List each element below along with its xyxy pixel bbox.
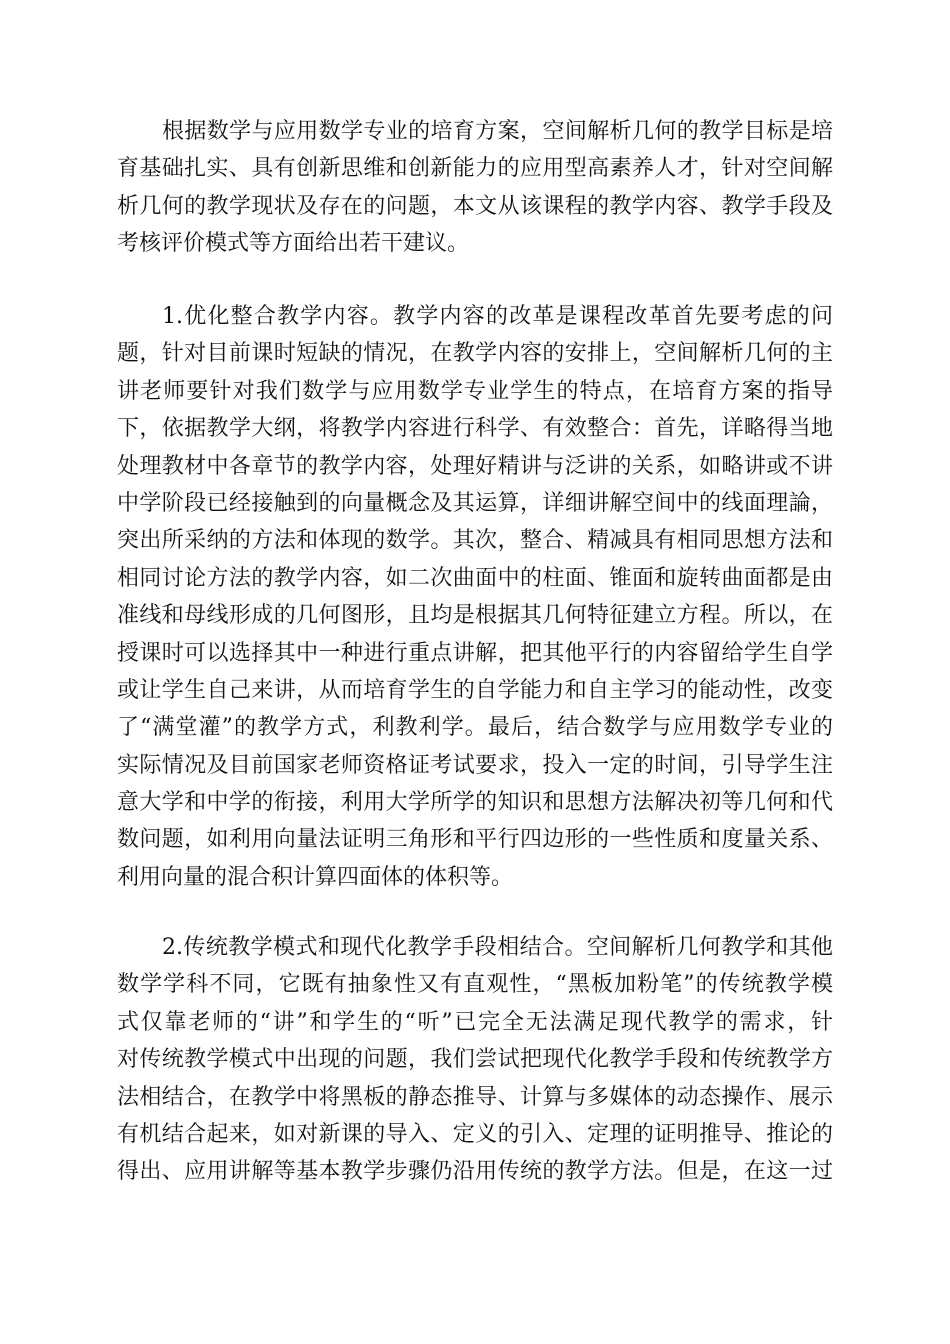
paragraph-intro — [117, 113, 833, 263]
text-line: 1.优化整合教学内容。教学内容的改革是课程改革首先要考虑的问 — [162, 304, 833, 329]
text-line: 突出所采纳的方法和体现的数学。其次，整合、精减具有相同思想方法和 — [117, 528, 833, 554]
text-line: 相同讨论方法的教学内容，如二次曲面中的柱面、锥面和旋转曲面都是由 — [117, 565, 833, 591]
text-line: 讲老师要针对我们数学与应用数学专业学生的特点，在培育方案的指导 — [117, 378, 833, 404]
text-line: 数学学科不同，它既有抽象性又有直观性，“黑板加粉笔”的传统教学模 — [117, 972, 833, 998]
text-line: 中学阶段已经接触到的向量概念及其运算，详细讲解空间中的线面理論， — [117, 490, 833, 516]
text-line: 或让学生自己来讲，从而培育学生的自学能力和自主学习的能动性，改变 — [117, 677, 833, 703]
text-line: 下，依据教学大纲，将教学内容进行科学、有效整合：首先，详略得当地 — [117, 416, 833, 442]
text-line: 准线和母线形成的几何图形，且均是根据其几何特征建立方程。所以，在 — [117, 603, 833, 629]
text-line: 对传统教学模式中出现的问题，我们尝试把现代化教学手段和传统教学方 — [117, 1047, 833, 1073]
text-line: 实际情况及目前国家老师资格证考试要求，投入一定的时间，引导学生注 — [117, 752, 833, 778]
text-line: 了“满堂灌”的教学方式，利教利学。最后，结合数学与应用数学专业的 — [117, 715, 833, 741]
text-line: 育基础扎实、具有创新思维和创新能力的应用型高素养人才，针对空间解 — [117, 156, 833, 182]
text-line: 题，针对目前课时短缺的情况，在教学内容的安排上，空间解析几何的主 — [117, 341, 833, 367]
text-line: 析几何的教学现状及存在的问题，本文从该课程的教学内容、教学手段及 — [117, 193, 833, 219]
text-line: 得出、应用讲解等基本教学步骤仍沿用传统的教学方法。但是，在这一过 — [117, 1159, 833, 1185]
text-line: 式仅靠老师的“讲”和学生的“听”已完全无法满足现代教学的需求，针 — [117, 1009, 833, 1035]
text-line: 法相结合，在教学中将黑板的静态推导、计算与多媒体的动态操作、展示 — [117, 1084, 833, 1110]
paragraph-section-2 — [117, 929, 833, 1191]
text-line: 数问题，如利用向量法证明三角形和平行四边形的一些性质和度量关系、 — [117, 827, 833, 853]
text-line: 意大学和中学的衔接，利用大学所学的知识和思想方法解决初等几何和代 — [117, 790, 833, 816]
text-line: 处理教材中各章节的教学内容，处理好精讲与泛讲的关系，如略讲或不讲 — [117, 453, 833, 479]
text-line: 有机结合起来，如对新课的导入、定义的引入、定理的证明推导、推论的 — [117, 1121, 833, 1147]
text-line: 考核评价模式等方面给出若干建议。 — [117, 231, 470, 257]
text-line: 利用向量的混合积计算四面体的体积等。 — [117, 864, 514, 890]
paragraph-section-1 — [117, 298, 833, 896]
text-line: 2.传统教学模式和现代化教学手段相结合。空间解析几何教学和其他 — [162, 935, 833, 960]
text-line: 根据数学与应用数学专业的培育方案，空间解析几何的教学目标是培 — [162, 119, 833, 144]
text-line: 授课时可以选择其中一种进行重点讲解，把其他平行的内容留给学生自学 — [117, 640, 833, 666]
